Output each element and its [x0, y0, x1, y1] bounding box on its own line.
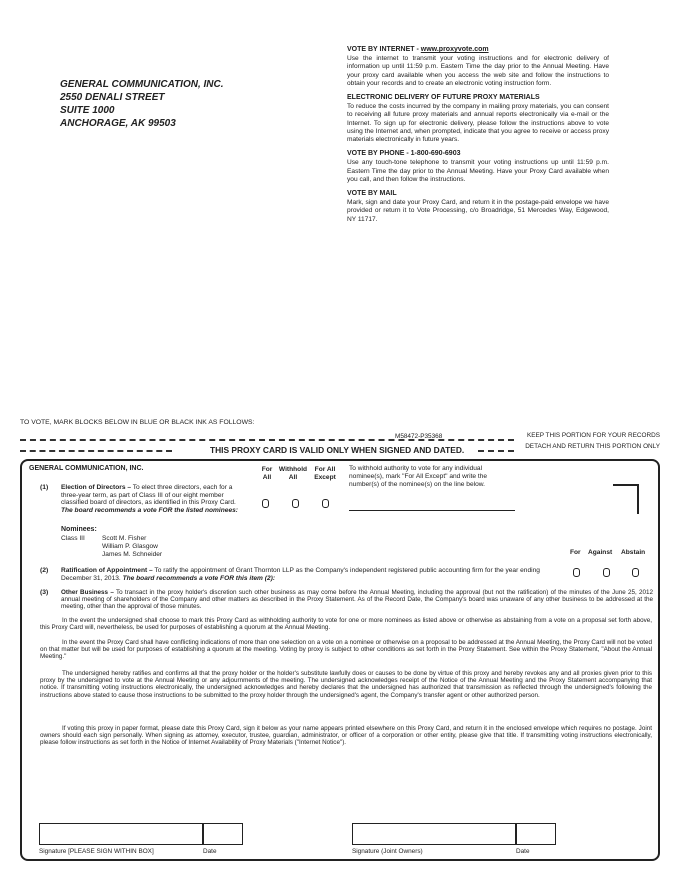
paragraph-paper: [40, 725, 652, 747]
vote-mail-title: VOTE BY MAIL: [347, 190, 397, 198]
col-withhold-all: [276, 466, 310, 482]
col-abstain: Abstain: [621, 549, 646, 556]
mailing-address: [60, 78, 224, 130]
electronic-delivery-title: ELECTRONIC DELIVERY OF FUTURE PROXY MATERIALS: [347, 94, 540, 102]
detach-line-bottom-left: [20, 450, 172, 452]
vote-mail-section: [347, 190, 609, 224]
col-for-all-line2: All: [262, 474, 272, 481]
address-line-1: GENERAL COMMUNICATION, INC.: [60, 79, 224, 90]
vote-phone-body: Use any touch-tone telephone to transmit your voting instructions up until 11:59 p.m. Eastern Time the day prior to the Annual Meeting. Have your Proxy Card available when you call, and then follow the instructions.: [347, 159, 609, 183]
col-for-all: [260, 466, 274, 482]
nominee-number-line[interactable]: [349, 510, 515, 511]
keep-portion-label: KEEP THIS PORTION FOR YOUR RECORDS: [526, 432, 660, 439]
date-label: Date: [203, 848, 217, 855]
item1-description: To elect three directors, each for a three-year term, as part of Class III of our eight member classified board of directors, as identified in this Proxy Card.: [61, 484, 236, 507]
item2-against-checkbox[interactable]: [603, 568, 610, 577]
paragraph-withhold: [40, 617, 652, 631]
vote-internet-section: [347, 46, 609, 88]
item1-number: (1): [40, 484, 49, 491]
withhold-all-checkbox[interactable]: [292, 499, 299, 508]
nominee-1: Scott M. Fisher: [102, 535, 147, 542]
col-for: For: [570, 549, 581, 556]
paragraph-4-text: If voting this proxy in paper format, please date this Proxy Card, sign it below as your name appears printed elsewhere on this Proxy Card, and return it in the enclosed envelope which requires no postage. Joint owners should each sign personally. When signing as attorney, executor, trustee, guardian, administrator, or officer of a corporation or other entity, please give that title. If transmitting voting instructions electronically, please follow instructions as set forth in the Notice of Internet Availability of Proxy Materials ("Internet Notice").: [40, 725, 652, 747]
date-box[interactable]: [203, 823, 243, 845]
item2-recommend: The board recommends a vote FOR this item (2):: [122, 574, 276, 582]
nominees-label: Nominees:: [61, 526, 97, 533]
item2-number: (2): [40, 567, 49, 574]
signature-box[interactable]: [39, 823, 203, 845]
vote-phone-title: VOTE BY PHONE - 1-800-690-6903: [347, 150, 461, 158]
joint-signature-label: Signature (Joint Owners): [352, 848, 423, 855]
col-except-line1: For All: [314, 466, 336, 473]
item1-recommend: The board recommends a vote FOR the listed nominees:: [61, 506, 238, 514]
address-line-4: ANCHORAGE, AK 99503: [60, 118, 176, 129]
item3-title: Other Business –: [61, 589, 114, 596]
item3-description: To transact in the proxy holder's discretion such other business as may come before the Annual Meeting, including the approval (but not the ratification) of the minutes of the June 25, 2012 annual meeting of shareholders of the Company and other matters as described in the Proxy Statement. As of the Record Date, the Company's board was unaware of any other business to be addressed at the meeting, other than the approval of those minutes.: [61, 589, 653, 611]
detach-line-bottom-right: [478, 450, 514, 452]
corner-mark: [613, 484, 639, 514]
card-code: M58472-P35368: [395, 433, 443, 440]
nominee-3: James M. Schneider: [102, 551, 163, 558]
proxyvote-link[interactable]: www.proxyvote.com: [420, 46, 489, 53]
electronic-delivery-body: To reduce the costs incurred by the company in mailing proxy materials, you can consent to receiving all future proxy materials and annual reports electronically via e-mail or the Internet. To sign up for electronic delivery, please follow the instructions above to vote using the Internet and, when prompted, indicate that you agree to receive or access proxy materials electronically in future years.: [347, 103, 609, 144]
for-all-checkbox[interactable]: [262, 499, 269, 508]
withhold-instructions: To withhold authority to vote for any individual nominee(s), mark "For All Except" and write the number(s) of the nominee(s) on the line below.: [349, 465, 488, 488]
joint-date-box[interactable]: [516, 823, 556, 845]
item2-for-checkbox[interactable]: [573, 568, 580, 577]
item1-text: [61, 484, 246, 514]
vote-internet-title: [347, 46, 609, 54]
paragraph-ratify: [40, 670, 652, 699]
item2-abstain-checkbox[interactable]: [632, 568, 639, 577]
joint-date-label: Date: [516, 848, 530, 855]
item3-text: [61, 589, 653, 611]
vote-methods: [347, 46, 609, 230]
valid-notice: THIS PROXY CARD IS VALID ONLY WHEN SIGNED AND DATED.: [210, 445, 465, 455]
detach-line-top: [20, 439, 514, 441]
col-except-line2: Except: [314, 474, 336, 481]
paragraph-2-text: In the event the Proxy Card shall have conflicting indications of more than one selection on a vote on a nominee or otherwise on a proposal to be addressed at the Annual Meeting, the Proxy Card will not be voted on that matter but will be used for purposes of establishing a quorum at the meeting. Voting by proxy is subject to other conditions as set forth in the Proxy Statement. See within the Proxy Statement, "About the Annual Meeting.": [40, 639, 652, 661]
proxy-card: [20, 459, 660, 861]
paragraph-conflict: [40, 639, 652, 661]
paragraph-3-text: The undersigned hereby ratifies and confirms all that the proxy holder or the holder's substitute lawfully does or causes to be done by virtue of this proxy and hereby revokes any and all proxies given prior to this proxy by the undersigned to vote at the Annual Meeting or any adjournments of the meeting. The undersigned acknowledges receipt of the Notice of the Annual Meeting and the Proxy Statement accompanying that notice. If transmitting voting instructions electronically, the undersigned acknowledges and hereby declares that the undersigned has authorized that transmission as reflected through the undersigned's following the instructions above stated to cause those instructions to be submitted to the proxy holder through the undersigned's agent, the Company's transfer agent or other authorized person.: [40, 670, 652, 699]
electronic-delivery-section: [347, 94, 609, 144]
col-for-all-except: [312, 466, 338, 482]
paragraph-1-text: In the event the undersigned shall choose to mark this Proxy Card as withholding authority to vote for one or more nominees as listed above or otherwise as abstaining from a vote on a proposal set forth above, this Proxy Card will, nevertheless, be used for purposes of establishing a quorum at the Annual Meeting.: [40, 617, 652, 632]
item2-text: [61, 567, 561, 582]
item2-title: Ratification of Appointment –: [61, 567, 153, 574]
item3-number: (3): [40, 589, 49, 596]
card-company-name: GENERAL COMMUNICATION, INC.: [29, 465, 144, 472]
item1-title: Election of Directors –: [61, 484, 131, 491]
col-for-all-line1: For: [261, 466, 273, 473]
address-line-2: 2550 DENALI STREET: [60, 92, 165, 103]
nominee-class: Class III: [61, 535, 85, 542]
vote-mail-body: Mark, sign and date your Proxy Card, and return it in the postage-paid envelope we have provided or return it to Vote Processing, c/o Broadridge, 51 Mercedes Way, Edgewood, NY 11717.: [347, 199, 609, 223]
vote-internet-body: Use the internet to transmit your voting instructions and for electronic delivery of information up until 11:59 p.m. Eastern Time the day prior to the Annual Meeting. Have your proxy card available when you access the web site and follow the instructions to obtain your records and to create an electronic voting instruction form.: [347, 55, 609, 87]
for-all-except-checkbox[interactable]: [322, 499, 329, 508]
nominee-2: William P. Glasgow: [102, 543, 158, 550]
joint-signature-box[interactable]: [352, 823, 516, 845]
col-against: Against: [588, 549, 613, 556]
detach-portion-label: DETACH AND RETURN THIS PORTION ONLY: [525, 443, 660, 450]
signature-label: Signature [PLEASE SIGN WITHIN BOX]: [39, 848, 154, 855]
vote-phone-section: [347, 150, 609, 184]
col-withhold-line2: All: [288, 474, 298, 481]
item2-description: To ratify the appointment of Grant Thornton LLP as the Company's independent registered public accounting firm for the year ending December 31, 2013.: [61, 567, 540, 582]
vote-internet-label: VOTE BY INTERNET -: [347, 46, 421, 53]
mark-instructions: TO VOTE, MARK BLOCKS BELOW IN BLUE OR BLACK INK AS FOLLOWS:: [20, 419, 255, 426]
address-line-3: SUITE 1000: [60, 105, 115, 116]
col-withhold-line1: Withhold: [278, 466, 308, 473]
nominee-list: [102, 535, 162, 559]
